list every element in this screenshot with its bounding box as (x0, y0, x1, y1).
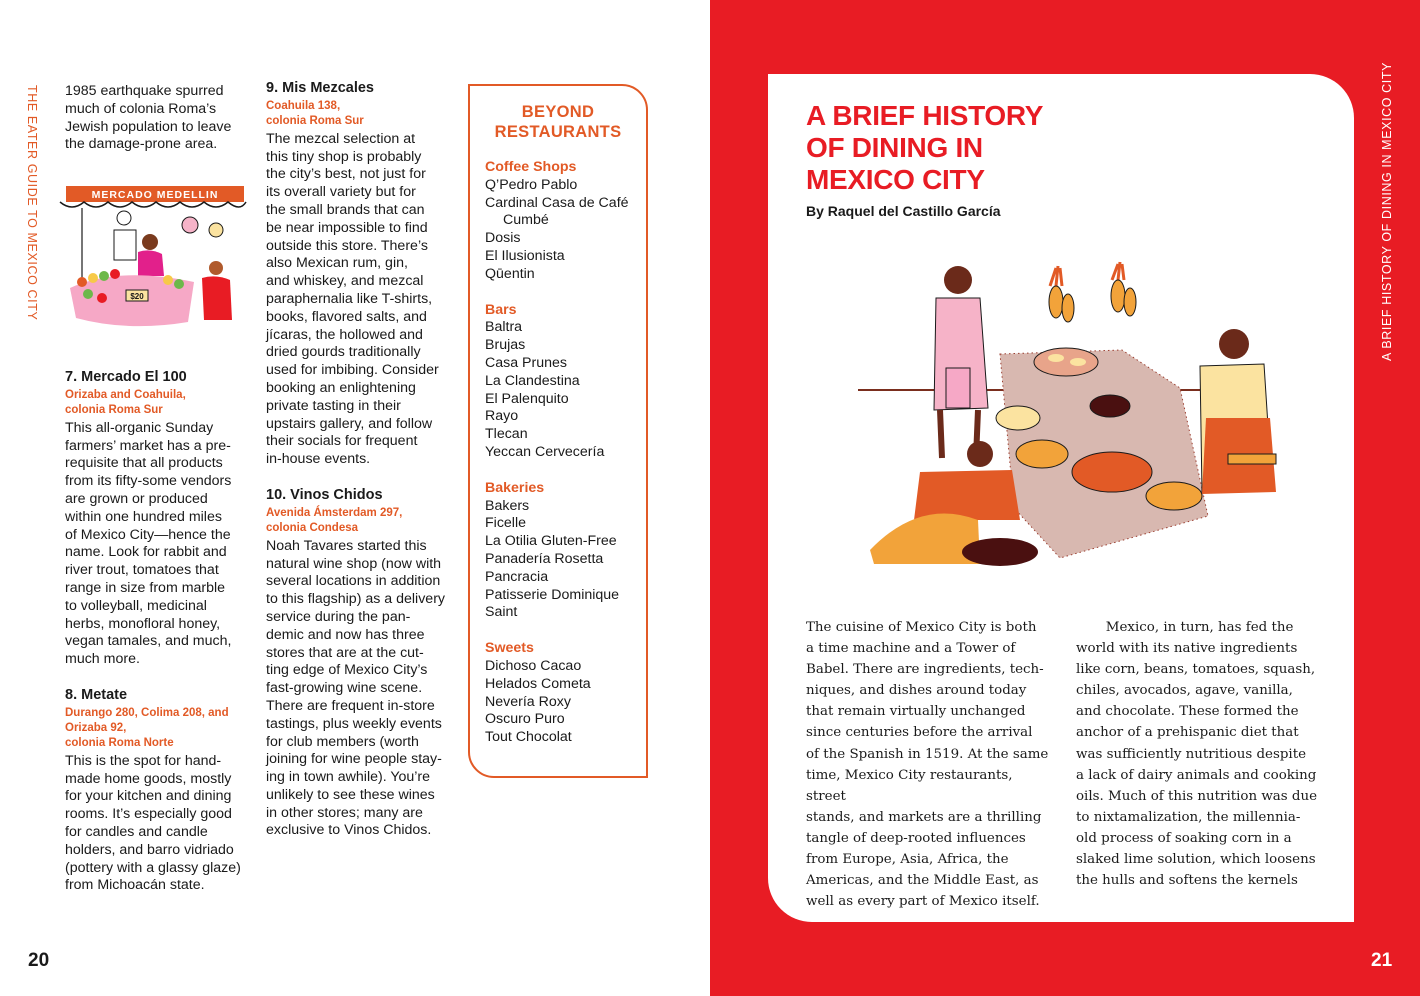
list-item: Helados Cometa (485, 675, 591, 692)
column-2-entries (266, 80, 456, 840)
body-line: are grown or produced (65, 490, 208, 507)
list-item: Nevería Roxy (485, 693, 571, 710)
body-line: Americas, and the Middle East, as (806, 873, 1039, 889)
body-line: for club members (worth (266, 733, 419, 750)
address-line: Avenida Ámsterdam 297, (266, 506, 403, 519)
body-line: of the Spanish in 1519. At the same (806, 746, 1049, 762)
fruit-icon (174, 279, 184, 289)
body-line: time, Mexico City restaurants, street (806, 767, 1013, 804)
body-line: to nixtamalization, the millennia- (1076, 809, 1301, 825)
body-line: also Mexican rum, gin, (266, 255, 408, 272)
vegetable-bowl (1016, 440, 1068, 468)
entry-title: 10. Vinos Chidos (266, 486, 383, 503)
list-item: Panadería Rosetta (485, 550, 604, 567)
fruit-icon (163, 275, 173, 285)
body-line: Noah Tavares started this (266, 537, 427, 554)
body-line: dried gourds traditionally (266, 344, 421, 361)
body-line: farmers’ market has a pre- (65, 437, 231, 454)
body-line: in other stores; many are (266, 804, 423, 821)
body-line: its overall variety but for (266, 184, 416, 201)
body-line: like corn, beans, tomatoes, squash, (1076, 662, 1316, 678)
body-line: tangle of deep-rooted influences (806, 830, 1026, 846)
customer-head (209, 261, 223, 275)
body-line: books, flavored salts, and (266, 308, 427, 325)
fruit-icon (97, 293, 107, 303)
entry-body (65, 753, 255, 895)
list-item: Cardinal Casa de Café (485, 194, 629, 211)
metate-stone (962, 538, 1038, 566)
body-line: requisite that all products (65, 455, 223, 472)
list-item: Qūentin (485, 265, 535, 282)
body-line: rooms. It’s especially good (65, 806, 232, 823)
body-line: that remain virtually unchanged (806, 704, 1026, 720)
body-line: the city’s best, not just for (266, 166, 426, 183)
body-line: in-house events. (266, 451, 371, 468)
list-item: Bakers (485, 497, 530, 514)
body-line: be near impossible to find (266, 219, 428, 236)
body-line: unlikely to see these wines (266, 786, 435, 803)
body-line: was sufficiently nutritious despite (1076, 746, 1307, 762)
list-item: Saint (485, 604, 518, 621)
body-line: a lack of dairy animals and cooking (1076, 767, 1317, 783)
entry-body (266, 538, 456, 841)
body-line: stores that are at the cut- (266, 644, 424, 661)
list-item: Oscuro Puro (485, 711, 565, 728)
body-line: This is the spot for hand- (65, 752, 222, 769)
list-item: Brujas (485, 337, 526, 354)
body-line: and whiskey, and mezcal (266, 273, 424, 290)
article-column-2 (1076, 617, 1326, 891)
body-line: herbs, monofloral honey, (65, 615, 221, 632)
hanging-corn-icon (1062, 294, 1074, 322)
body-line: paraphernalia like T-shirts, (266, 290, 433, 307)
tortilla (1048, 354, 1064, 362)
address-line: Orizaba 92, (65, 721, 127, 734)
bean-bowl (1090, 395, 1130, 417)
intro-line: 1985 earthquake spurred (65, 83, 224, 99)
fruit-icon (110, 269, 120, 279)
body-line: The cuisine of Mexico City is both (806, 620, 1037, 635)
body-line: name. Look for rabbit and (65, 544, 227, 561)
running-head-right: A BRIEF HISTORY OF DINING IN MEXICO CITY (1380, 61, 1394, 361)
body-line: slaked lime solution, which loosens (1076, 852, 1316, 868)
list-item: Yeccan Cervecería (485, 443, 605, 460)
fruit-icon (83, 289, 93, 299)
intro-line: Jewish population to leave (65, 118, 232, 135)
body-line: There are frequent in-store (266, 697, 435, 714)
list-item: Ficelle (485, 515, 526, 532)
list-item: El Palenquito (485, 390, 569, 407)
intro-line: much of colonia Roma’s (65, 100, 217, 117)
stool (1228, 454, 1276, 464)
body-line: within one hundred miles (65, 508, 222, 525)
entry-address (65, 388, 255, 418)
body-line: from Europe, Asia, Africa, the (806, 852, 1009, 868)
list-item: Dichoso Cacao (485, 657, 582, 674)
body-line: range in size from marble (65, 579, 226, 596)
kneeling-woman-skirt (870, 513, 980, 564)
article-column-1 (806, 617, 1056, 912)
body-line: well as every part of Mexico itself. (806, 894, 1040, 910)
list-item: Patisserie Dominique (485, 586, 620, 603)
body-line: holders, and barro vidriado (65, 841, 234, 858)
address-line: colonia Roma Norte (65, 736, 174, 749)
body-line: much more. (65, 651, 140, 668)
corn-husk-icon (1050, 266, 1062, 286)
body-line: stands, and markets are a thrilling (806, 809, 1042, 825)
entry-title: 8. Metate (65, 686, 128, 703)
kneeling-woman-shirt (914, 470, 1020, 520)
vendor-head (142, 234, 158, 250)
corn-husk-icon (1112, 262, 1124, 280)
hanging-corn-icon (1124, 288, 1136, 316)
category-heading: Coffee Shops (485, 159, 577, 175)
body-line: used for imbibing. Consider (266, 362, 439, 379)
body-line: outside this store. There’s (266, 237, 428, 254)
fruit-icon (77, 277, 87, 287)
pinata-icon (209, 223, 223, 237)
pinata-icon (182, 217, 198, 233)
beyond-list (485, 159, 629, 747)
column-1-entries (65, 369, 255, 895)
article-headline: A BRIEF HISTORY OF DINING IN MEXICO CITY (806, 100, 1044, 195)
body-line: service during the pan- (266, 608, 411, 625)
page-number-left: 20 (28, 950, 50, 971)
body-line: Mexico, in turn, has fed the (1076, 620, 1294, 635)
fruit-icon (88, 273, 98, 283)
body-line: joining for wine people stay- (266, 751, 442, 768)
body-line: the hulls and softens the kernels (1076, 873, 1298, 889)
address-line: Durango 280, Colima 208, and (65, 706, 229, 719)
body-line: jícaras, the hollowed and (266, 326, 423, 343)
market-illustration (58, 180, 248, 330)
body-line: vegan tamales, and much, (65, 633, 232, 650)
body-line: niques, and dishes around today (806, 683, 1027, 699)
list-item: Q’Pedro Pablo (485, 176, 578, 193)
running-head-left: THE EATER GUIDE TO MEXICO CITY (25, 85, 39, 321)
woman-apron (946, 368, 970, 408)
body-line: exclusive to Vinos Chidos. (266, 822, 432, 839)
list-item: El Ilusionista (485, 247, 565, 264)
body-line: their socials for frequent (266, 433, 418, 450)
body-line: world with its native ingredients (1076, 641, 1298, 657)
address-line: Coahuila 138, (266, 99, 341, 112)
body-line: to volleyball, medicinal (65, 597, 207, 614)
list-item: Rayo (485, 408, 519, 425)
body-line: for candles and candle (65, 823, 208, 840)
body-line: several locations in addition (266, 573, 441, 590)
entry-address (266, 99, 456, 129)
kneeling-woman-head (967, 441, 993, 467)
body-line: of Mexico City—hence the (65, 526, 231, 543)
beyond-title: BEYOND RESTAURANTS (494, 103, 622, 141)
beyond-restaurants-box (468, 84, 648, 778)
comal (1034, 348, 1098, 376)
list-item: La Clandestina (485, 372, 580, 389)
article-byline: By Raquel del Castillo García (806, 203, 1001, 219)
entry-address (65, 706, 255, 751)
fruit-icon (99, 271, 109, 281)
hanging-corn-icon (1111, 280, 1125, 312)
body-line: from Michoacán state. (65, 877, 205, 894)
address-line: Orizaba and Coahuila, (65, 388, 186, 401)
body-line: anchor of a prehispanic diet that (1076, 725, 1299, 741)
address-line: colonia Condesa (266, 521, 359, 534)
category-heading: Sweets (485, 640, 534, 657)
body-line: for your kitchen and dining (65, 788, 232, 805)
body-line: natural wine shop (now with (266, 555, 442, 572)
body-line: made home goods, mostly (65, 770, 232, 787)
price-tag-text: $20 (130, 292, 144, 301)
body-line: booking an enlightening (266, 379, 416, 396)
market-sign-text: MERCADO MEDELLIN (91, 189, 219, 201)
intro-line: the damage-prone area. (65, 136, 218, 153)
list-item: Casa Prunes (485, 354, 568, 371)
body-line: The mezcal selection at (266, 130, 416, 147)
mole-pot (1072, 452, 1152, 492)
vendor-body (138, 250, 164, 276)
body-line: fast-growing wine scene. (266, 680, 423, 697)
body-line: tastings, plus weekly events (266, 715, 442, 732)
address-line: colonia Roma Sur (65, 403, 163, 416)
list-item: La Otilia Gluten-Free (485, 533, 617, 550)
body-line: to this flagship) as a delivery (266, 591, 446, 608)
list-item: Tout Chocolat (485, 729, 572, 746)
body-line: Babel. There are ingredients, tech- (806, 662, 1044, 678)
column-1 (65, 83, 255, 154)
body-line: the small brands that can (266, 201, 425, 218)
body-line: this tiny shop is probably (266, 148, 422, 165)
body-line: from its fifty-some vendors (65, 473, 232, 490)
address-line: colonia Roma Sur (266, 114, 364, 127)
body-line: ing in town awhile). You’re (266, 769, 431, 786)
body-line: private tasting in their (266, 397, 401, 414)
entry-title: 7. Mercado El 100 (65, 369, 187, 385)
tortilla-basket (1146, 482, 1202, 510)
avocado-dish (996, 406, 1040, 430)
list-item: Cumbé (503, 212, 549, 229)
category-heading: Bakeries (485, 479, 545, 496)
list-item: Dosis (485, 230, 521, 247)
body-line: old process of soaking corn in a (1076, 830, 1292, 846)
body-line: (pottery with a glassy glaze) (65, 859, 241, 876)
body-line: ting edge of Mexico City’s (266, 662, 428, 679)
page-number-right: 21 (1371, 950, 1393, 971)
customer-body (202, 276, 232, 320)
body-line: upstairs gallery, and follow (266, 415, 433, 432)
seated-woman-head (1219, 329, 1249, 359)
awning-scallop (60, 202, 246, 207)
category-heading: Bars (485, 301, 517, 318)
list-item: Pancracia (485, 568, 549, 585)
list-item: Baltra (485, 319, 523, 336)
body-line: chiles, avocados, agave, vanilla, (1076, 683, 1293, 699)
hanging-corn-icon (1049, 286, 1063, 318)
clock-icon (117, 211, 131, 225)
body-line: river trout, tomatoes that (65, 562, 219, 579)
kitchen-illustration (850, 258, 1290, 580)
body-line: since centuries before the arrival (806, 725, 1033, 741)
entry-title: 9. Mis Mezcales (266, 80, 374, 96)
body-line: This all-organic Sunday (65, 419, 214, 436)
entry-body (65, 420, 255, 669)
body-line: and chocolate. These formed the (1076, 704, 1299, 720)
tortilla (1070, 358, 1086, 366)
body-line: oils. Much of this nutrition was due (1076, 788, 1318, 804)
woman-head (944, 266, 972, 294)
body-line: a time machine and a Tower of (806, 641, 1016, 657)
vendor-figure (114, 230, 136, 260)
list-item: Tlecan (485, 426, 528, 443)
body-line: demic and now has three (266, 626, 425, 643)
entry-address (266, 506, 456, 536)
entry-body (266, 131, 456, 469)
